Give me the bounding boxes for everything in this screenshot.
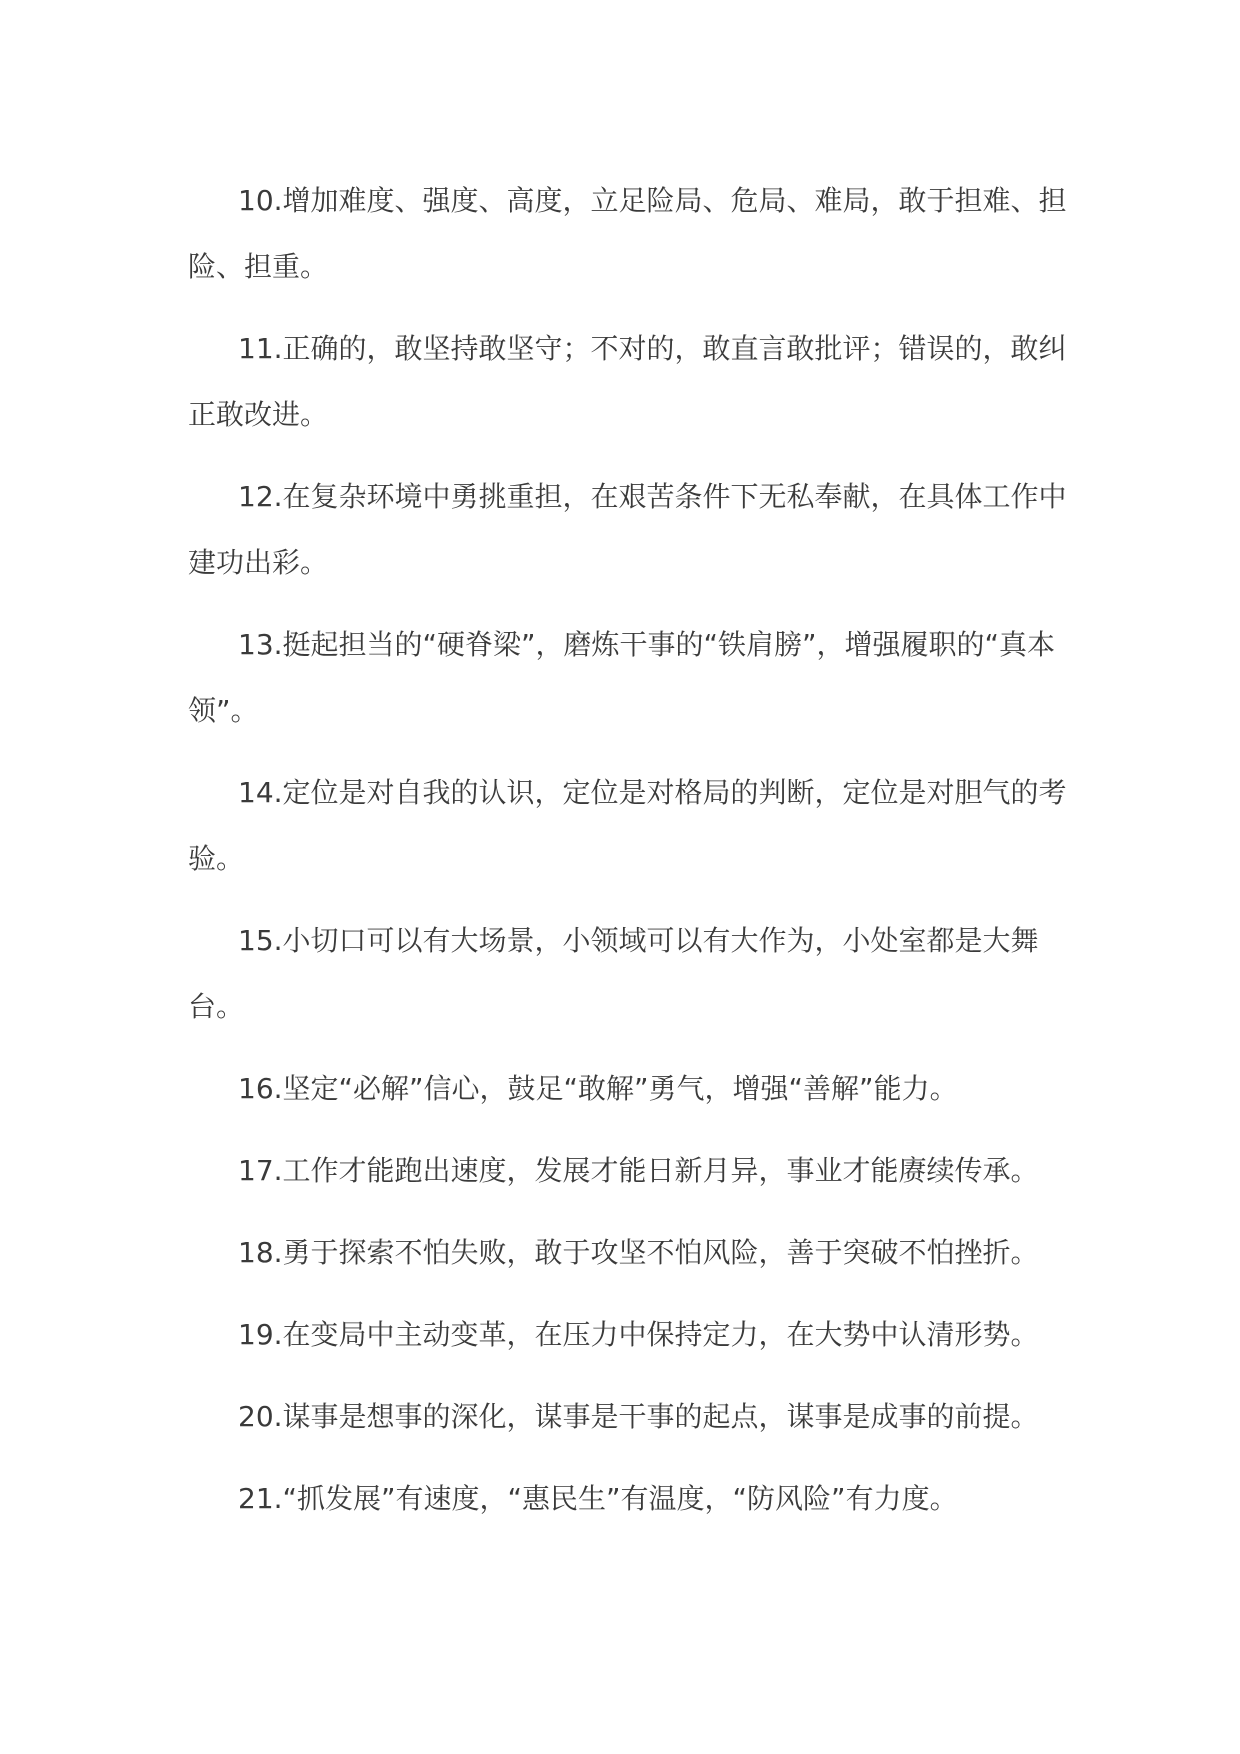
paragraph-17: 17.工作才能跑出速度，发展才能日新月异，事业才能赓续传承。 — [238, 1154, 1039, 1187]
paragraph-11: 11.正确的，敢坚持敢坚守；不对的，敢直言敢批评；错误的，敢纠正敢改进。 — [188, 332, 1067, 431]
paragraph-15: 15.小切口可以有大场景，小领域可以有大作为，小处室都是大舞台。 — [188, 924, 1039, 1023]
paragraph-20: 20.谋事是想事的深化，谋事是干事的起点，谋事是成事的前提。 — [238, 1400, 1039, 1433]
document-body — [188, 168, 1074, 1548]
paragraph-12: 12.在复杂环境中勇挑重担，在艰苦条件下无私奉献，在具体工作中建功出彩。 — [188, 480, 1067, 579]
paragraph-10: 10.增加难度、强度、高度，立足险局、危局、难局，敢于担难、担险、担重。 — [188, 184, 1067, 283]
paragraph-19: 19.在变局中主动变革，在压力中保持定力，在大势中认清形势。 — [238, 1318, 1039, 1351]
paragraph-16: 16.坚定“必解”信心，鼓足“敢解”勇气，增强“善解”能力。 — [238, 1072, 958, 1105]
paragraph-13: 13.挺起担当的“硬脊梁”，磨炼干事的“铁肩膀”，增强履职的“真本领”。 — [188, 628, 1056, 727]
paragraph-18: 18.勇于探索不怕失败，敢于攻坚不怕风险，善于突破不怕挫折。 — [238, 1236, 1039, 1269]
paragraph-21: 21.“抓发展”有速度，“惠民生”有温度，“防风险”有力度。 — [238, 1482, 958, 1515]
paragraph-14: 14.定位是对自我的认识，定位是对格局的判断，定位是对胆气的考验。 — [188, 776, 1067, 875]
